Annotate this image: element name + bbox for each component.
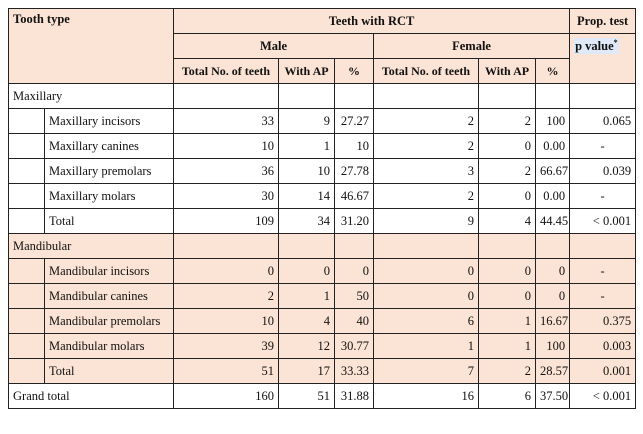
empty-cell (174, 234, 279, 259)
table-cell: 9 (374, 209, 479, 234)
table-cell: - (570, 184, 636, 209)
col-male-total: Total No. of teeth (174, 59, 279, 84)
table-cell: 50 (335, 284, 374, 309)
table-cell: < 0.001 (570, 384, 636, 409)
table-cell: 2 (479, 159, 536, 184)
table-cell: 30 (174, 184, 279, 209)
prop-test-header: Prop. test (570, 9, 636, 34)
table-cell: 16.67 (536, 309, 570, 334)
table-cell: 3 (374, 159, 479, 184)
table-cell: 0 (536, 284, 570, 309)
table-cell: - (570, 284, 636, 309)
table-cell: 1 (479, 334, 536, 359)
row-label: Mandibular molars (45, 334, 174, 359)
col-male-pct: % (335, 59, 374, 84)
empty-cell (9, 334, 45, 359)
empty-cell (9, 134, 45, 159)
table-cell: 0 (335, 259, 374, 284)
male-header: Male (174, 34, 374, 59)
female-header: Female (374, 34, 570, 59)
table-cell: 0 (174, 259, 279, 284)
empty-cell (279, 84, 335, 109)
table-cell: 0.375 (570, 309, 636, 334)
maxillary-section-row (9, 84, 636, 109)
table-cell: 2 (479, 359, 536, 384)
p-value-label: p value* (575, 38, 618, 54)
table-cell: 6 (374, 309, 479, 334)
table-cell: 2 (374, 184, 479, 209)
table-row (9, 284, 636, 309)
table-row (9, 134, 636, 159)
table-cell: 36 (174, 159, 279, 184)
col-female-total: Total No. of teeth (374, 59, 479, 84)
row-label: Grand total (9, 384, 174, 409)
table-cell: 100 (536, 109, 570, 134)
table-cell: 4 (479, 209, 536, 234)
row-label: Total (45, 359, 174, 384)
table-cell: 2 (479, 109, 536, 134)
table-row (9, 334, 636, 359)
table-cell: 0.00 (536, 134, 570, 159)
row-label: Maxillary incisors (45, 109, 174, 134)
p-value-footnote-mark: * (613, 38, 618, 47)
table-cell: < 0.001 (570, 209, 636, 234)
table-cell: 10 (174, 134, 279, 159)
col-female-ap: With AP (479, 59, 536, 84)
table-cell: - (570, 259, 636, 284)
table-cell: 16 (374, 384, 479, 409)
table-cell: 100 (536, 334, 570, 359)
table-cell: 33 (174, 109, 279, 134)
table-cell: 39 (174, 334, 279, 359)
table-cell: 12 (279, 334, 335, 359)
table-cell: 109 (174, 209, 279, 234)
row-label: Mandibular canines (45, 284, 174, 309)
empty-cell (570, 84, 636, 109)
table-cell: 2 (374, 134, 479, 159)
table-cell: 1 (374, 334, 479, 359)
empty-cell (335, 84, 374, 109)
table-cell: 33.33 (335, 359, 374, 384)
table-cell: 7 (374, 359, 479, 384)
teeth-with-rct-header: Teeth with RCT (174, 9, 570, 34)
table-cell: 0.003 (570, 334, 636, 359)
table-cell: 9 (279, 109, 335, 134)
table-cell: - (570, 134, 636, 159)
maxillary-total-row (9, 209, 636, 234)
empty-cell (9, 259, 45, 284)
row-label: Maxillary molars (45, 184, 174, 209)
table-cell: 27.27 (335, 109, 374, 134)
table-cell: 10 (335, 134, 374, 159)
table-cell: 2 (374, 109, 479, 134)
empty-cell (9, 359, 45, 384)
maxillary-label: Maxillary (9, 84, 174, 109)
col-male-ap: With AP (279, 59, 335, 84)
table-cell: 51 (174, 359, 279, 384)
table-cell: 0 (279, 259, 335, 284)
empty-cell (335, 234, 374, 259)
empty-cell (9, 184, 45, 209)
table-cell: 0.001 (570, 359, 636, 384)
empty-cell (479, 234, 536, 259)
table-row (9, 159, 636, 184)
table-cell: 0 (479, 284, 536, 309)
table-cell: 0.065 (570, 109, 636, 134)
empty-cell (536, 84, 570, 109)
table-cell: 4 (279, 309, 335, 334)
empty-cell (279, 234, 335, 259)
table-cell: 10 (279, 159, 335, 184)
empty-cell (9, 309, 45, 334)
table-cell: 51 (279, 384, 335, 409)
table-cell: 0 (479, 184, 536, 209)
table-cell: 31.88 (335, 384, 374, 409)
table-cell: 30.77 (335, 334, 374, 359)
table-cell: 14 (279, 184, 335, 209)
table-cell: 28.57 (536, 359, 570, 384)
rct-table (8, 8, 636, 409)
row-label: Mandibular incisors (45, 259, 174, 284)
table-row (9, 309, 636, 334)
table-cell: 0 (374, 259, 479, 284)
table-cell: 10 (174, 309, 279, 334)
table-cell: 44.45 (536, 209, 570, 234)
table-cell: 46.67 (335, 184, 374, 209)
empty-cell (374, 234, 479, 259)
mandibular-label: Mandibular (9, 234, 174, 259)
table-cell: 40 (335, 309, 374, 334)
mandibular-section-row (9, 234, 636, 259)
table-cell: 17 (279, 359, 335, 384)
table-cell: 160 (174, 384, 279, 409)
col-female-pct: % (536, 59, 570, 84)
grand-total-row (9, 384, 636, 409)
table-cell: 0.039 (570, 159, 636, 184)
empty-cell (479, 84, 536, 109)
empty-cell (9, 109, 45, 134)
mandibular-total-row (9, 359, 636, 384)
table-cell: 31.20 (335, 209, 374, 234)
table-cell: 27.78 (335, 159, 374, 184)
table-row (9, 259, 636, 284)
row-label: Mandibular premolars (45, 309, 174, 334)
table-cell: 0 (536, 259, 570, 284)
tooth-type-header: Tooth type (9, 9, 174, 84)
table-cell: 1 (279, 284, 335, 309)
empty-cell (9, 209, 45, 234)
row-label: Maxillary canines (45, 134, 174, 159)
table-row (9, 184, 636, 209)
table-cell: 0 (479, 134, 536, 159)
empty-cell (536, 234, 570, 259)
table-cell: 0 (374, 284, 479, 309)
table-cell: 6 (479, 384, 536, 409)
table-cell: 0 (479, 259, 536, 284)
empty-cell (374, 84, 479, 109)
table-cell: 34 (279, 209, 335, 234)
table-cell: 37.50 (536, 384, 570, 409)
row-label: Total (45, 209, 174, 234)
empty-cell (570, 234, 636, 259)
table-cell: 1 (279, 134, 335, 159)
table-cell: 0.00 (536, 184, 570, 209)
row-label: Maxillary premolars (45, 159, 174, 184)
table-row (9, 109, 636, 134)
empty-cell (174, 84, 279, 109)
empty-cell (9, 159, 45, 184)
p-value-header (570, 34, 636, 84)
table-cell: 2 (174, 284, 279, 309)
table-cell: 1 (479, 309, 536, 334)
table-cell: 66.67 (536, 159, 570, 184)
empty-cell (9, 284, 45, 309)
